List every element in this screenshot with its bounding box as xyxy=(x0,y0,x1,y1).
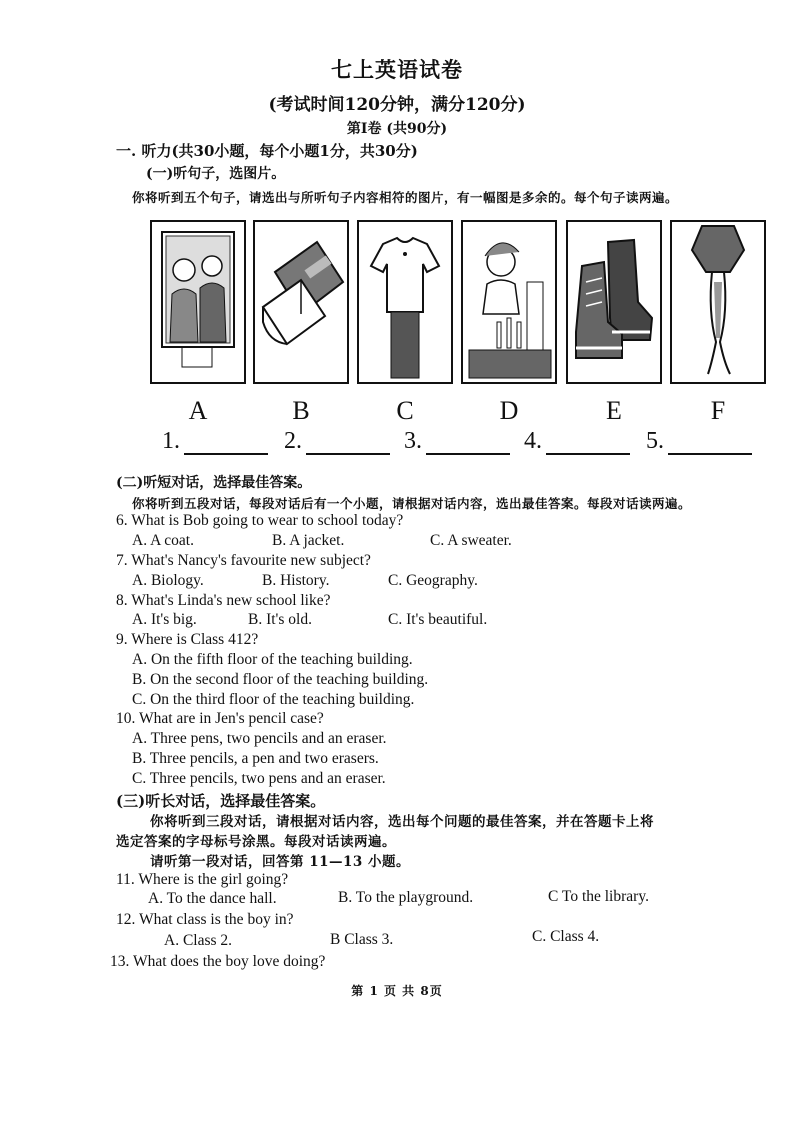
picture-letter-e: E xyxy=(606,396,622,425)
q10-option-b[interactable]: B. Three pencils, a pen and two erasers. xyxy=(132,750,379,767)
part3-instruction-line1: 你将听到三段对话，请根据对话内容，选出每个问题的最佳答案，并在答题卡上将 xyxy=(150,814,654,830)
picture-d-science-lab xyxy=(461,220,557,384)
picture-f-dress xyxy=(670,220,766,384)
part3-heading: (三)听长对话，选择最佳答案。 xyxy=(116,792,326,810)
question-9: 9. Where is Class 412? xyxy=(116,631,259,648)
q7-option-a[interactable]: A. Biology. xyxy=(132,572,204,589)
blank-number: 1. xyxy=(162,428,180,454)
q11-option-b[interactable]: B. To the playground. xyxy=(338,889,474,906)
q11-option-a[interactable]: A. To the dance hall. xyxy=(148,890,277,907)
sneakers-icon xyxy=(568,222,660,382)
part3-instruction-line2: 选定答案的字母标号涂黑。每段对话读两遍。 xyxy=(116,834,396,850)
part1-instruction: 你将听到五个句子，请选出与所听句子内容相符的图片，有一幅图是多余的。每个句子读两遍。 xyxy=(132,190,679,205)
answer-blank-1[interactable] xyxy=(162,428,268,455)
picture-letter-f: F xyxy=(710,396,726,425)
question-10: 10. What are in Jen's pencil case? xyxy=(116,710,324,727)
q12-option-b[interactable]: B Class 3. xyxy=(330,931,394,948)
question-11: 11. Where is the girl going? xyxy=(116,871,289,888)
q8-option-c[interactable]: C. It's beautiful. xyxy=(388,611,488,628)
exam-title: 七上英语试卷 xyxy=(331,57,463,82)
question-8: 8. What's Linda's new school like? xyxy=(116,592,331,609)
question-13: 13. What does the boy love doing? xyxy=(110,953,326,970)
question-12: 12. What class is the boy in? xyxy=(116,911,294,928)
q10-option-a[interactable]: A. Three pens, two pencils and an eraser. xyxy=(132,730,387,747)
picture-letter-c: C xyxy=(396,396,414,425)
q6-option-b[interactable]: B. A jacket. xyxy=(272,532,345,549)
q9-option-a[interactable]: A. On the fifth floor of the teaching building. xyxy=(132,651,413,668)
q9-option-b[interactable]: B. On the second floor of the teaching building. xyxy=(132,671,429,688)
picture-c-tshirt xyxy=(357,220,453,384)
question-6: 6. What is Bob going to wear to school today? xyxy=(116,512,404,529)
q12-option-a[interactable]: A. Class 2. xyxy=(164,932,233,949)
exam-time-note: (考试时间120分钟，满分120分) xyxy=(268,95,526,115)
eraser-icon xyxy=(255,222,347,382)
dress-icon xyxy=(672,222,764,382)
family-photo-icon xyxy=(152,222,244,382)
part3-listen-note: 请听第一段对话，回答第 11—13 小题。 xyxy=(150,854,410,870)
picture-letter-a: A xyxy=(188,396,208,425)
part2-heading: (二)听短对话，选择最佳答案。 xyxy=(116,475,312,491)
q8-option-a[interactable]: A. It's big. xyxy=(132,611,197,628)
picture-letter-d: D xyxy=(499,396,519,425)
answer-blank-4[interactable] xyxy=(524,428,630,455)
blank-number: 4. xyxy=(524,428,542,454)
q11-option-c[interactable]: C To the library. xyxy=(548,888,649,905)
blank-number: 5. xyxy=(646,428,664,454)
q7-option-c[interactable]: C. Geography. xyxy=(388,572,478,589)
picture-letter-b: B xyxy=(292,396,310,425)
answer-blank-5[interactable] xyxy=(646,428,752,455)
part1-heading: (一)听句子，选图片。 xyxy=(146,166,286,182)
q7-option-b[interactable]: B. History. xyxy=(262,572,330,589)
answer-blank-3[interactable] xyxy=(404,428,510,455)
blank-number: 2. xyxy=(284,428,302,454)
q6-option-a[interactable]: A. A coat. xyxy=(132,532,194,549)
q10-option-c[interactable]: C. Three pencils, two pens and an eraser. xyxy=(132,770,386,787)
part2-instruction: 你将听到五段对话，每段对话后有一个小题，请根据对话内容，选出最佳答案。每段对话读两遍。 xyxy=(132,496,692,511)
answer-blank-2[interactable] xyxy=(284,428,390,455)
picture-a-family-photo xyxy=(150,220,246,384)
blank-number: 3. xyxy=(404,428,422,454)
q12-option-c[interactable]: C. Class 4. xyxy=(532,928,600,945)
q6-option-c[interactable]: C. A sweater. xyxy=(430,532,512,549)
section-listening-heading: 一. 听力(共30小题，每个小题1分，共30分) xyxy=(116,142,418,160)
page-number: 第 1 页 共 8页 xyxy=(351,984,443,998)
picture-b-eraser xyxy=(253,220,349,384)
science-lab-girl-icon xyxy=(463,222,555,382)
q9-option-c[interactable]: C. On the third floor of the teaching building. xyxy=(132,691,415,708)
q8-option-b[interactable]: B. It's old. xyxy=(248,611,312,628)
question-7: 7. What's Nancy's favourite new subject? xyxy=(116,552,371,569)
picture-e-sneakers xyxy=(566,220,662,384)
tshirt-icon xyxy=(359,222,451,382)
paper-label: 第Ⅰ卷 (共90分) xyxy=(346,121,448,137)
